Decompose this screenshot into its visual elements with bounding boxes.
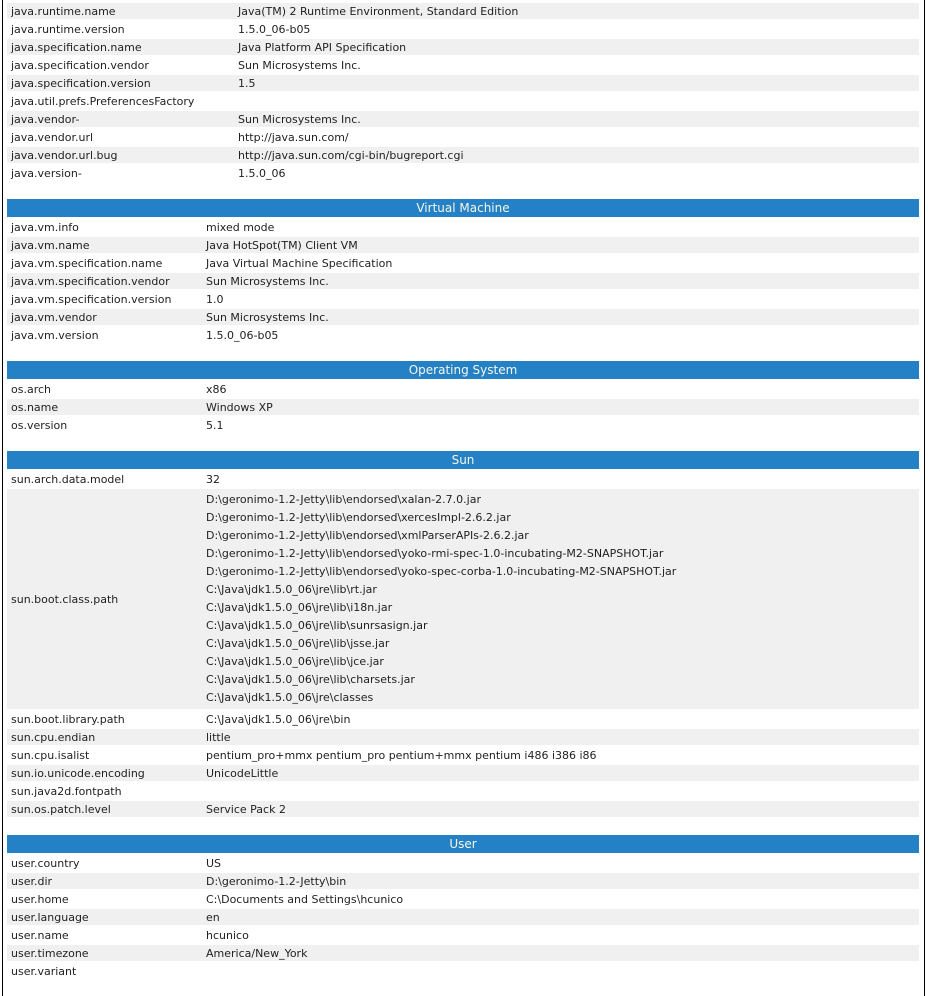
section-header: User — [7, 835, 919, 853]
property-key: java.specification.version — [7, 75, 234, 91]
property-key: sun.arch.data.model — [11, 472, 125, 486]
table-row — [7, 147, 919, 163]
table-row — [7, 417, 919, 433]
path-line: C:\Java\jdk1.5.0_06\jre\lib\charsets.jar — [206, 673, 415, 686]
table-row — [7, 729, 919, 745]
path-line: D:\geronimo-1.2-Jetty\lib\endorsed\xmlParserAPIs-2.6.2.jar — [206, 529, 529, 542]
property-value: Sun Microsystems Inc. — [238, 58, 361, 72]
property-value: 1.5.0_06 — [238, 166, 286, 180]
property-value: 1.5 — [234, 75, 919, 91]
property-value: 1.5.0_06-b05 — [206, 328, 279, 342]
property-value: C:\Documents and Settings\hcunico — [206, 892, 404, 906]
property-value: America/New_York — [202, 945, 919, 961]
property-value: Java(TM) 2 Runtime Environment, Standard Edition — [234, 3, 919, 19]
property-value — [234, 93, 919, 109]
table-row — [7, 93, 919, 109]
property-value: Sun Microsystems Inc. — [202, 309, 919, 325]
property-key: sun.java2d.fontpath — [11, 784, 122, 798]
path-line: D:\geronimo-1.2-Jetty\lib\endorsed\xercesImpl-2.6.2.jar — [206, 511, 511, 524]
table-row — [7, 927, 919, 943]
property-key: java.specification.name — [7, 39, 234, 55]
table-row — [7, 471, 919, 487]
section-header: Operating System — [7, 361, 919, 379]
property-value: 1.0 — [206, 292, 224, 306]
property-value: en — [202, 909, 919, 925]
table-row — [7, 75, 919, 91]
table-row — [7, 327, 919, 343]
property-key: user.timezone — [7, 945, 202, 961]
properties-section — [7, 451, 919, 819]
property-value: hcunico — [206, 928, 249, 942]
table-row — [7, 111, 919, 127]
property-value: D:\geronimo-1.2-Jetty\bin — [202, 873, 919, 889]
path-line: C:\Java\jdk1.5.0_06\jre\lib\jsse.jar — [206, 637, 390, 650]
property-value: Sun Microsystems Inc. — [202, 273, 919, 289]
property-key: java.vendor- — [7, 111, 234, 127]
properties-table — [7, 853, 919, 981]
properties-table — [7, 1, 919, 183]
table-row — [7, 273, 919, 289]
property-key: sun.cpu.isalist — [11, 748, 90, 762]
property-key: user.dir — [7, 873, 202, 889]
property-key: java.vm.specification.version — [11, 292, 172, 306]
property-key: java.util.prefs.PreferencesFactory — [11, 94, 195, 108]
table-row — [7, 801, 919, 817]
property-key: os.version — [11, 418, 68, 432]
path-line: C:\Java\jdk1.5.0_06\jre\lib\rt.jar — [206, 583, 377, 596]
table-row — [7, 783, 919, 799]
property-key: java.vm.specification.name — [11, 256, 163, 270]
path-line: D:\geronimo-1.2-Jetty\lib\endorsed\xalan-2.7.0.jar — [206, 493, 481, 506]
table-row — [7, 309, 919, 325]
property-key: java.vm.vendor — [7, 309, 202, 325]
property-value — [202, 489, 919, 709]
property-value: http://java.sun.com/cgi-bin/bugreport.cgi — [234, 147, 919, 163]
property-value — [202, 783, 919, 799]
property-value: pentium_pro+mmx pentium_pro pentium+mmx pentium i486 i386 i86 — [206, 748, 597, 762]
property-key: java.vm.version — [11, 328, 99, 342]
property-value: UnicodeLittle — [202, 765, 919, 781]
table-row — [7, 891, 919, 907]
property-value: mixed mode — [206, 220, 275, 234]
table-row — [7, 747, 919, 763]
property-value — [202, 963, 919, 979]
property-value: x86 — [206, 382, 227, 396]
table-row — [7, 855, 919, 871]
property-value: http://java.sun.com/ — [238, 130, 349, 144]
property-key: java.runtime.version — [11, 22, 125, 36]
table-row — [7, 219, 919, 235]
property-key: sun.os.patch.level — [7, 801, 202, 817]
property-value: C:\Java\jdk1.5.0_06\jre\bin — [206, 712, 351, 726]
table-row — [7, 381, 919, 397]
property-value: Windows XP — [202, 399, 919, 415]
properties-section — [7, 1, 919, 183]
table-row — [7, 873, 919, 889]
property-key: sun.boot.class.path — [7, 489, 202, 709]
property-key: java.vendor.url — [11, 130, 94, 144]
table-row — [7, 21, 919, 37]
table-row — [7, 963, 919, 979]
property-value: Java Virtual Machine Specification — [206, 256, 393, 270]
property-value: US — [206, 856, 222, 870]
property-key: java.specification.vendor — [11, 58, 149, 72]
property-value: 32 — [206, 472, 220, 486]
property-key: user.variant — [11, 964, 77, 978]
property-key: sun.cpu.endian — [7, 729, 202, 745]
table-row — [7, 489, 919, 709]
properties-section — [7, 361, 919, 435]
properties-section — [7, 835, 919, 981]
table-row — [7, 129, 919, 145]
property-key: java.vm.name — [7, 237, 202, 253]
path-line: D:\geronimo-1.2-Jetty\lib\endorsed\yoko-spec-corba-1.0-incubating-M2-SNAPSHOT.jar — [206, 565, 677, 578]
property-key: java.version- — [11, 166, 82, 180]
property-key: user.home — [11, 892, 69, 906]
property-key: java.vm.info — [11, 220, 79, 234]
property-key: sun.boot.library.path — [11, 712, 125, 726]
path-line: C:\Java\jdk1.5.0_06\jre\classes — [206, 691, 374, 704]
property-key: user.country — [11, 856, 80, 870]
table-row — [7, 711, 919, 727]
system-properties-page — [2, 0, 925, 996]
property-key: user.name — [11, 928, 69, 942]
property-value: 5.1 — [206, 418, 224, 432]
property-key: java.runtime.name — [7, 3, 234, 19]
path-line: C:\Java\jdk1.5.0_06\jre\lib\jce.jar — [206, 655, 384, 668]
table-row — [7, 765, 919, 781]
properties-table — [7, 217, 919, 345]
table-row — [7, 945, 919, 961]
section-header: Sun — [7, 451, 919, 469]
property-value: Service Pack 2 — [202, 801, 919, 817]
properties-section — [7, 199, 919, 345]
property-key: os.arch — [11, 382, 51, 396]
property-key: java.vendor.url.bug — [7, 147, 234, 163]
property-value: 1.5.0_06-b05 — [238, 22, 311, 36]
table-row — [7, 909, 919, 925]
table-row — [7, 399, 919, 415]
properties-table — [7, 379, 919, 435]
path-line: C:\Java\jdk1.5.0_06\jre\lib\i18n.jar — [206, 601, 393, 614]
property-key: user.language — [7, 909, 202, 925]
property-key: java.vm.specification.vendor — [7, 273, 202, 289]
table-row — [7, 3, 919, 19]
property-value: Sun Microsystems Inc. — [234, 111, 919, 127]
property-key: sun.io.unicode.encoding — [7, 765, 202, 781]
property-value: little — [202, 729, 919, 745]
properties-content — [7, 1, 919, 981]
section-header: Virtual Machine — [7, 199, 919, 217]
table-row — [7, 255, 919, 271]
table-row — [7, 165, 919, 181]
path-line: D:\geronimo-1.2-Jetty\lib\endorsed\yoko-rmi-spec-1.0-incubating-M2-SNAPSHOT.jar — [206, 547, 664, 560]
properties-table — [7, 469, 919, 819]
table-row — [7, 57, 919, 73]
property-key: os.name — [7, 399, 202, 415]
path-line: C:\Java\jdk1.5.0_06\jre\lib\sunrsasign.jar — [206, 619, 428, 632]
table-row — [7, 291, 919, 307]
table-row — [7, 237, 919, 253]
property-value: Java HotSpot(TM) Client VM — [202, 237, 919, 253]
table-row — [7, 39, 919, 55]
property-value: Java Platform API Specification — [234, 39, 919, 55]
